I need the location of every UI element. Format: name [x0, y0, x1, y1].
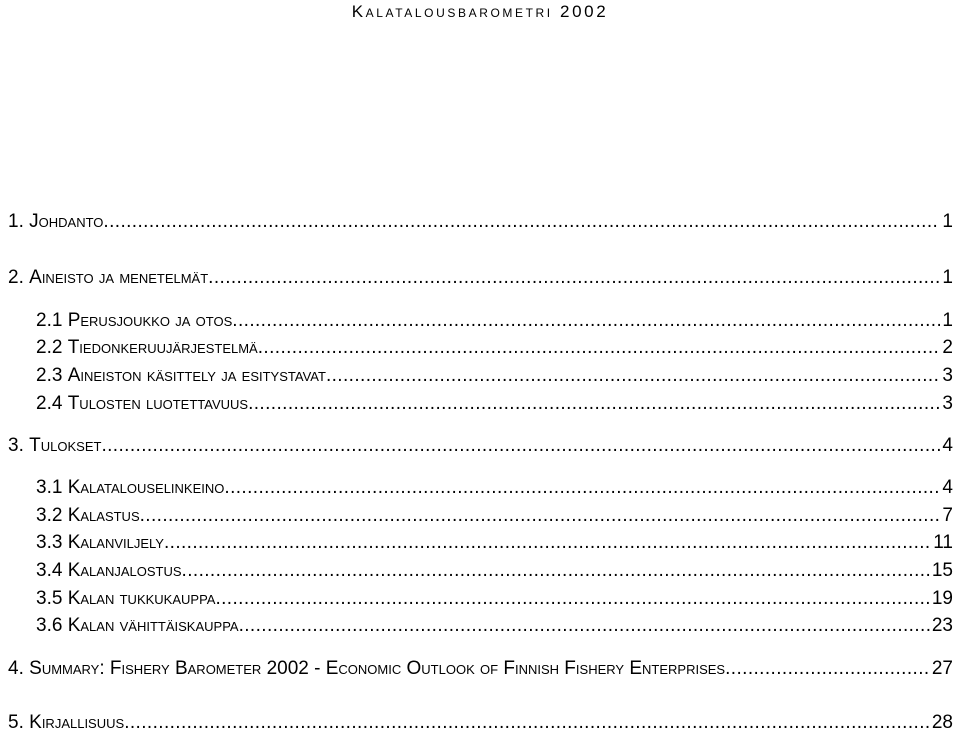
toc-entry-title: Kalatalouselinkeino — [67, 477, 225, 498]
toc-entry-perusjoukko-ja-otos[interactable] — [36, 309, 953, 333]
toc-entry-number: 3.4 — [36, 560, 63, 581]
toc-entry-title: Aineisto ja menetelmät — [29, 267, 209, 288]
toc-entry-kalastus[interactable] — [36, 504, 953, 528]
dot-leader — [248, 392, 940, 416]
toc-entry-tulokset[interactable] — [8, 434, 953, 458]
dot-leader — [164, 531, 931, 555]
toc-entry-number: 4. — [8, 658, 24, 679]
toc-entry-page: 2 — [942, 337, 953, 358]
toc-entry-title: Johdanto — [29, 211, 104, 232]
toc-entry-number: 3.2 — [36, 505, 63, 526]
toc-entry-page: 11 — [933, 532, 953, 553]
toc-entry-kalanjalostus[interactable] — [36, 559, 953, 583]
toc-entry-kalan-tukkukauppa[interactable] — [36, 587, 953, 611]
toc-entry-number: 3.6 — [36, 615, 63, 636]
toc-entry-kirjallisuus[interactable] — [8, 711, 953, 735]
toc-entry-kalatalouselinkeino[interactable] — [36, 476, 953, 500]
toc-entry-number: 3.5 — [36, 588, 63, 609]
toc-entry-number: 3.3 — [36, 532, 63, 553]
dot-leader — [239, 614, 930, 638]
toc-entry-number: 3.1 — [36, 477, 63, 498]
dot-leader — [215, 587, 929, 611]
dot-leader — [182, 559, 930, 583]
toc-entry-page: 7 — [942, 505, 953, 526]
toc-entry-title: Kalan tukkukauppa — [67, 588, 216, 609]
dot-leader — [140, 504, 941, 528]
toc-entry-summary[interactable] — [8, 657, 953, 681]
toc-entry-title: Tulosten luotettavuus — [67, 393, 249, 414]
toc-entry-kalanviljely[interactable] — [36, 531, 953, 555]
dot-leader — [258, 336, 941, 360]
toc-entry-page: 1 — [942, 267, 953, 288]
toc-entry-title: Kalanviljely — [67, 532, 164, 553]
toc-entry-page: 3 — [942, 393, 953, 414]
toc-entry-page: 15 — [931, 560, 953, 581]
toc-entry-title: Perusjoukko ja otos — [67, 310, 233, 331]
toc-entry-title: Tiedonkeruujärjestelmä — [67, 337, 258, 358]
running-header: Kalatalousbarometri 2002 — [351, 2, 609, 21]
dot-leader — [725, 657, 930, 681]
toc-entry-page: 27 — [931, 658, 953, 679]
toc-entry-title: Kalanjalostus — [67, 560, 182, 581]
dot-leader — [224, 476, 940, 500]
dot-leader — [101, 434, 940, 458]
toc-entry-number: 2.1 — [36, 310, 63, 331]
dot-leader — [124, 711, 930, 735]
toc-entry-number: 2.2 — [36, 337, 63, 358]
toc-entry-page: 4 — [942, 477, 953, 498]
toc-entry-page: 23 — [931, 615, 953, 636]
toc-entry-title: Kalastus — [67, 505, 140, 526]
toc-entry-title: Aineiston käsittely ja esitystavat — [67, 365, 326, 386]
toc-entry-title: Summary: Fishery Barometer 2002 - Economic Outlook of Finnish Fishery Enterprises — [29, 658, 726, 679]
toc-entry-title: Tulokset — [29, 435, 102, 456]
toc-entry-number: 2. — [8, 267, 24, 288]
toc-entry-page: 4 — [942, 435, 953, 456]
dot-leader — [232, 309, 940, 333]
toc-entry-number: 1. — [8, 211, 24, 232]
toc-entry-page: 1 — [942, 310, 953, 331]
toc-entry-page: 19 — [931, 588, 953, 609]
toc-entry-page: 28 — [931, 712, 953, 733]
toc-entry-tiedonkeruujarjestelma[interactable] — [36, 336, 953, 360]
toc-entry-number: 2.3 — [36, 365, 63, 386]
dot-leader — [326, 364, 940, 388]
toc-entry-number: 2.4 — [36, 393, 63, 414]
toc-entry-page: 3 — [942, 365, 953, 386]
toc-entry-aineisto-ja-menetelmat[interactable] — [8, 266, 953, 290]
toc-entry-title: Kalan vähittäiskauppa — [67, 615, 239, 636]
toc-entry-aineiston-kasittely[interactable] — [36, 364, 953, 388]
toc-entry-number: 3. — [8, 435, 24, 456]
toc-entry-tulosten-luotettavuus[interactable] — [36, 392, 953, 416]
toc-entry-page: 1 — [942, 211, 953, 232]
toc-entry-number: 5. — [8, 712, 24, 733]
dot-leader — [103, 210, 940, 234]
toc-entry-title: Kirjallisuus — [29, 712, 125, 733]
toc-entry-kalan-vahittaiskauppa[interactable] — [36, 614, 953, 638]
dot-leader — [208, 266, 940, 290]
toc-entry-johdanto[interactable] — [8, 210, 953, 234]
